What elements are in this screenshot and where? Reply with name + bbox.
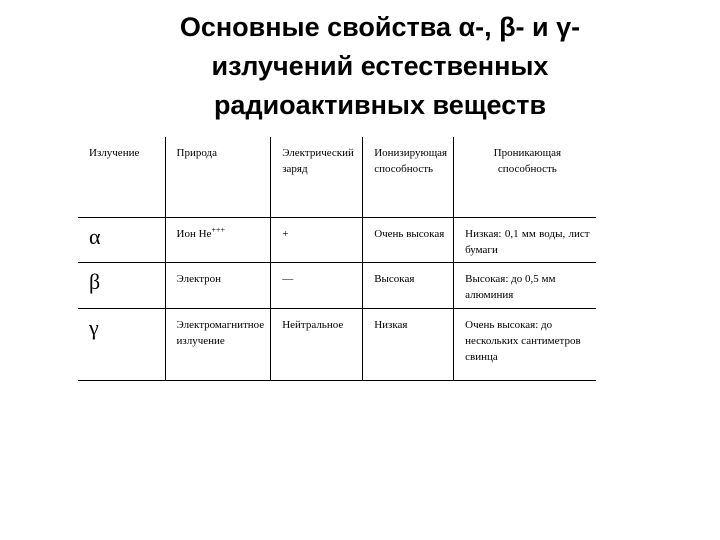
header-penetrating: Проникающая способность [454, 137, 596, 217]
page-title [100, 8, 660, 125]
alpha-symbol: α [89, 223, 101, 249]
table-row [78, 217, 596, 262]
header-charge: Электрический заряд [271, 137, 363, 217]
ionizing-cell: Очень высокая [363, 217, 454, 262]
nature-cell: Электромагнитное излучение [165, 308, 271, 380]
title-line-2: излучений естественных [211, 51, 549, 81]
header-radiation: Излучение [78, 137, 165, 217]
table-header-row [78, 137, 596, 217]
title-line-3: радиоактивных веществ [213, 90, 547, 120]
nature-cell: Электрон [165, 262, 271, 308]
penetrating-cell: Очень высокая: до нескольких сантиметров свинца [454, 308, 596, 380]
charge-cell: Нейтральное [271, 308, 363, 380]
header-nature: Природа [165, 137, 271, 217]
ionizing-cell: Высокая [363, 262, 454, 308]
table-row [78, 308, 596, 380]
charge-cell: — [271, 262, 363, 308]
header-ionizing: Ионизирующая способность [363, 137, 454, 217]
charge-superscript: +++ [211, 224, 225, 234]
ionizing-cell: Низкая [363, 308, 454, 380]
penetrating-cell: Низкая: 0,1 мм воды, лист бумаги [454, 217, 596, 262]
gamma-symbol: γ [89, 314, 99, 340]
title-line-1: Основные свойства α-, β- и γ- [179, 12, 581, 42]
properties-table [78, 137, 596, 381]
table-row [78, 262, 596, 308]
charge-cell: + [271, 217, 363, 262]
beta-symbol: β [89, 268, 101, 294]
penetrating-cell: Высокая: до 0,5 мм алюминия [454, 262, 596, 308]
nature-cell: Ион He+++ [165, 217, 271, 262]
